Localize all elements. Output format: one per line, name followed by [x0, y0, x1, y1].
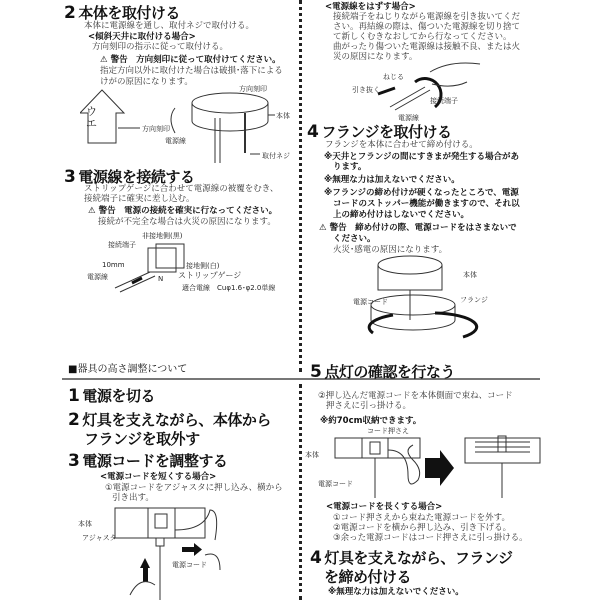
column-divider — [299, 384, 302, 600]
cont-text: 押さえに引っ掛ける。 — [326, 401, 412, 411]
height-step2-line2: フランジを取外す — [84, 430, 200, 448]
label: 本体 — [78, 520, 92, 528]
arrow-mark-e: エ — [86, 117, 97, 130]
remove-text: 曲がったり傷ついた電源線は接触不良、または火 — [333, 42, 521, 52]
step4-heading: 4 フランジを取付ける — [307, 122, 452, 142]
label: 方向刻印 — [142, 125, 170, 133]
height-step2: 2 灯具を支えながら、本体から — [68, 410, 271, 430]
label: 取付ネジ — [262, 152, 290, 160]
note: 上の締め付けはしないでください。 — [333, 210, 470, 220]
slope-text: 方向刻印の指示に従って取付ける。 — [92, 42, 229, 52]
label: コード押さえ — [367, 427, 409, 435]
remove-text: さい。再結線の際は、傷ついた電源線を切り捨て — [333, 22, 521, 32]
bundle-diagram — [330, 430, 545, 498]
warning-title: ⚠ 警告 電源の接続を確実に行なってください。 — [88, 206, 278, 216]
label: N — [158, 275, 164, 283]
label: 電源コード — [172, 561, 207, 569]
height-step1: 1 電源を切る — [68, 386, 155, 406]
label: 本体 — [276, 112, 290, 120]
step3-text: 接続端子に確実に差し込む。 — [84, 194, 195, 204]
label: ねじる — [383, 73, 404, 81]
slope-subheading: <傾斜天井に取付ける場合> — [88, 32, 196, 42]
note: ります。 — [333, 162, 367, 172]
step4-text: フランジを本体に合わせて締め付ける。 — [325, 140, 478, 150]
long-text: ②電源コードを横から押し込み、引き下げる。 — [333, 523, 512, 533]
short-text: 引き出す。 — [112, 493, 154, 503]
arrow-mark-u: ウ — [86, 105, 97, 118]
label: 非接地側(黒) — [142, 232, 183, 240]
short-text: ①電源コードをアジャスタに押し込み、横から — [105, 483, 283, 493]
warning-title: ください。 — [333, 234, 376, 244]
remove-text: 接続端子をねじりながら電源線を引き抜いてくだ — [333, 12, 521, 22]
step3-text: ストリップゲージに合わせて電源線の被覆をむき、 — [84, 184, 279, 194]
label: 適合電線 Cuφ1.6･φ2.0単線 — [182, 284, 276, 292]
step5-heading: 5 点灯の確認を行なう — [310, 362, 455, 382]
height-step4-line2: を締め付ける — [324, 568, 412, 586]
label: 接続端子 — [108, 241, 136, 249]
shorten-diagram — [110, 500, 240, 600]
remove-wire-diagram — [370, 62, 490, 117]
step2-text: 本体に電源線を通し、取付ネジで取付ける。 — [84, 21, 255, 31]
long-subheading: <電源コードを長くする場合> — [326, 502, 443, 512]
warning-title: ⚠ 警告 方向刻印に従って取付けてください。 — [100, 55, 281, 65]
label: 電源コード — [353, 298, 388, 306]
warning-text: 指定方向以外に取付けた場合は破損･落下による — [100, 66, 283, 76]
remove-text: 災の原因になります。 — [333, 52, 418, 62]
long-text: ①コード押さえから束ねた電源コードを外す。 — [333, 513, 510, 523]
note: ※無理な力は加えないでください。 — [328, 587, 464, 597]
warning-text: 火災･感電の原因になります。 — [333, 245, 448, 255]
label: 引き抜く — [352, 86, 380, 94]
column-divider — [299, 0, 302, 372]
label: 10mm — [102, 261, 125, 269]
note: ※約70cm収納できます。 — [320, 416, 422, 426]
section-rule — [62, 378, 540, 380]
step2-heading: 2 本体を取付ける — [64, 3, 180, 23]
cont-text: ②押し込んだ電源コードを本体側面で束ね、コード — [318, 391, 513, 401]
warning-title: ⚠ 警告 締め付けの際、電源コードをはさまないで — [319, 223, 517, 233]
label: アジャスタ — [82, 534, 117, 542]
label: 電源コード — [318, 480, 353, 488]
section-title: ■器具の高さ調整について — [68, 364, 188, 375]
height-step4: 4 灯具を支えながら、フランジ — [310, 548, 513, 568]
long-text: ③余った電源コードはコード押さえに引っ掛ける。 — [333, 533, 528, 543]
note: ※天井とフランジの間にすきまが発生する場合があ — [324, 152, 520, 162]
note: コードのストッパー機能が働きますので、それ以 — [333, 199, 520, 209]
label: 接続端子 — [430, 97, 458, 105]
label: 接地側(白) — [186, 262, 220, 270]
label: ストリップゲージ — [178, 271, 242, 280]
height-step3: 3 電源コードを調整する — [68, 451, 228, 471]
label: 電源線 — [165, 137, 186, 145]
note: ※無理な力は加えないでください。 — [324, 175, 460, 185]
remove-subheading: <電源線をはずす場合> — [325, 2, 416, 12]
label: 電源線 — [398, 114, 419, 122]
warning-text: 接続が不完全な場合は火災の原因になります。 — [98, 217, 276, 227]
label: 電源線 — [87, 273, 108, 281]
label: 本体 — [463, 271, 477, 279]
warning-text: けがの原因になります。 — [100, 77, 193, 87]
note: ※フランジの締め付けが硬くなったところで、電源 — [324, 188, 519, 198]
label: 本体 — [305, 451, 319, 459]
label: フランジ — [460, 296, 488, 304]
remove-text: て新しくむきなおしてから行なってください。 — [333, 32, 512, 42]
short-subheading: <電源コードを短くする場合> — [100, 472, 217, 482]
step3-heading: 3 電源線を接続する — [64, 167, 195, 187]
label: 方向刻印 — [239, 85, 267, 93]
